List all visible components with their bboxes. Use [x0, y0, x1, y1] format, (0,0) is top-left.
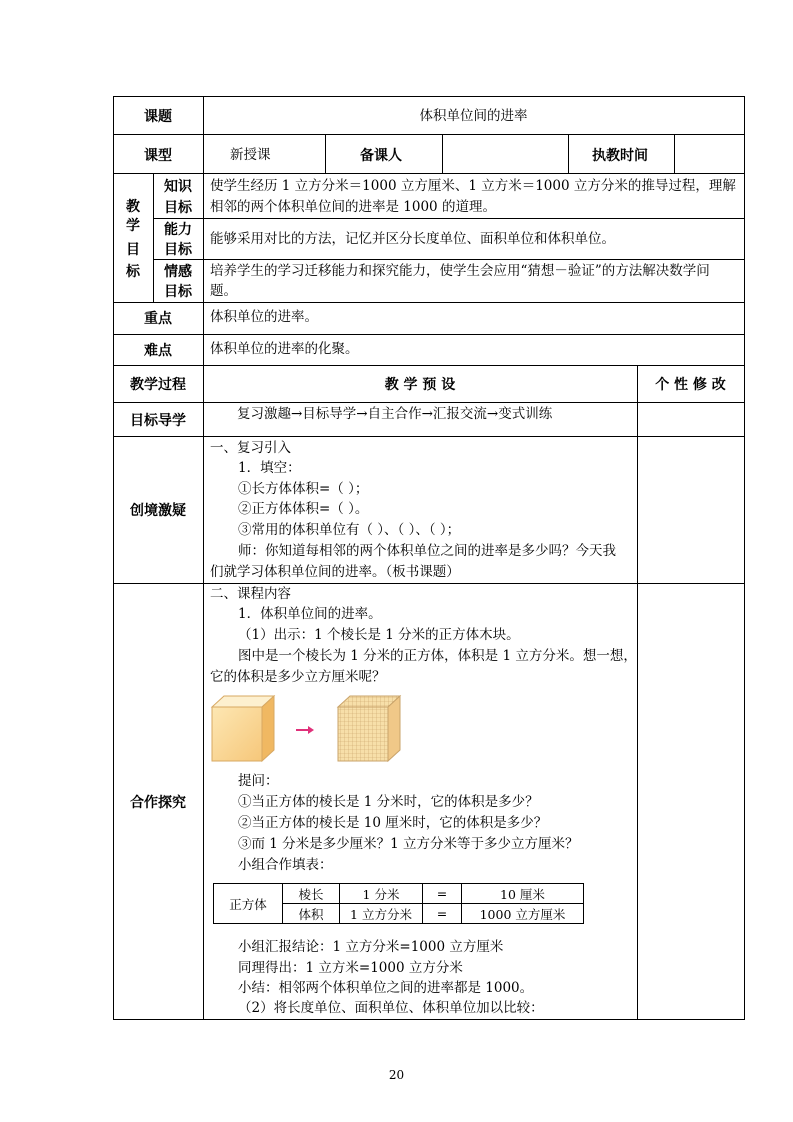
- solid-cube: [212, 696, 274, 761]
- ability-label-2: 目标: [164, 242, 192, 258]
- preparer-label: 备课人: [360, 148, 402, 164]
- key-point-value: 体积单位的进率。: [210, 309, 318, 325]
- subject-value: 体积单位间的进率: [419, 108, 528, 124]
- ability-text: 能够采用对比的方法，记忆并区分长度单位、面积单位和体积单位。: [210, 231, 615, 247]
- knowledge-text-1: 使学生经历 1 立方分米＝1000 立方厘米、1 立方米＝1000 立方分米的推导过程，理解: [210, 178, 736, 194]
- process-label: 教学过程: [130, 377, 186, 393]
- table-row: 体积 1 立方分米 = 1000 立方厘米: [214, 904, 584, 924]
- emotion-text-2: 题。: [210, 283, 237, 299]
- fill-table: [213, 883, 584, 924]
- type-label: 课型: [144, 148, 172, 164]
- cube-illustration: [208, 693, 408, 765]
- table-row: 正方体 棱长 1 分米 = 10 厘米: [214, 884, 584, 904]
- teach-time-label: 执教时间: [592, 148, 648, 164]
- plan-header: 教 学 预 设: [384, 377, 456, 393]
- cooperation-label: 合作探究: [130, 795, 186, 811]
- emotion-label-1: 情感: [164, 264, 192, 280]
- ability-label-1: 能力: [164, 222, 192, 238]
- goal-guide-label: 目标导学: [130, 413, 186, 429]
- notes-header: 个 性 修 改: [655, 377, 726, 393]
- difficulty-label: 难点: [144, 343, 172, 359]
- key-point-label: 重点: [144, 311, 172, 327]
- emotion-text-1: 培养学生的学习迁移能力和探究能力，使学生会应用“猜想－验证”的方法解决数学问: [210, 263, 710, 279]
- table-row-header: 正方体: [214, 884, 283, 924]
- arrow-icon: [296, 726, 314, 734]
- goal-guide-flow: 复习激趣→目标导学→自主合作→汇报交流→变式训练: [237, 406, 553, 422]
- type-value: 新授课: [230, 147, 271, 163]
- knowledge-text-2: 相邻的两个体积单位间的进率是 1000 的道理。: [210, 199, 496, 215]
- page-number: 20: [388, 1068, 405, 1082]
- scenario-label: 创境激疑: [130, 503, 186, 519]
- knowledge-label-1: 知识: [164, 179, 192, 195]
- grid-cube: [338, 696, 400, 761]
- emotion-label-2: 目标: [164, 284, 192, 300]
- subject-label: 课题: [144, 109, 172, 125]
- knowledge-label-2: 目标: [164, 200, 192, 216]
- difficulty-value: 体积单位的进率的化聚。: [210, 341, 359, 357]
